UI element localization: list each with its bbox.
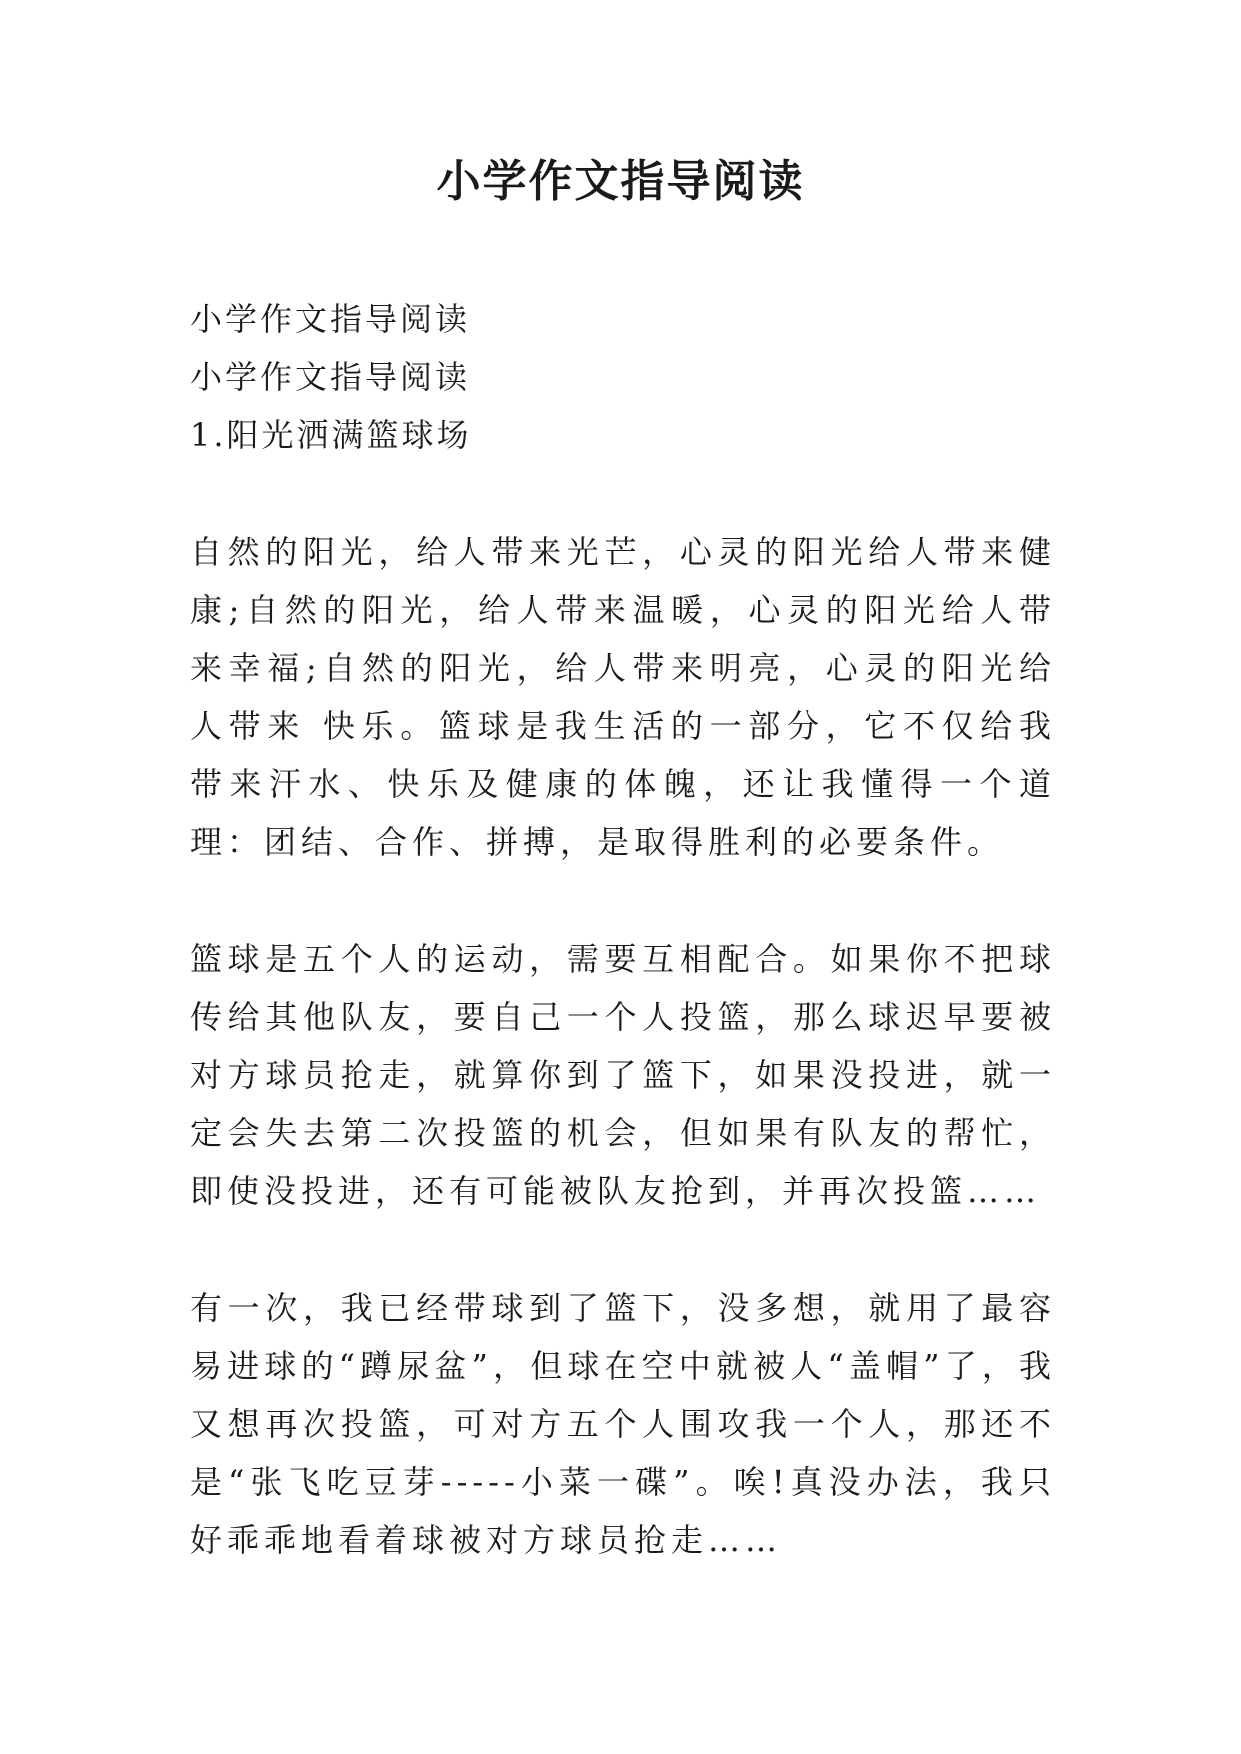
body-paragraph: 篮球是五个人的运动，需要互相配合。如果你不把球传给其他队友，要自己一个人投篮，那么球迟早要被对方球员抢走，就算你到了篮下，如果没投进，就一定会失去第二次投篮的机会，但如果有队友的帮忙，即使没投进，还有可能被队友抢到，并再次投篮……	[190, 940, 1056, 1210]
document-title: 小学作文指导阅读	[436, 156, 805, 207]
body-paragraph: 自然的阳光，给人带来光芒，心灵的阳光给人带来健康;自然的阳光，给人带来温暖，心灵的阳光给人带来幸福;自然的阳光，给人带来明亮，心灵的阳光给人带来 快乐。篮球是我生活的一部分，它不仅给我带来汗水、快乐及健康的体魄，还让我懂得一个道理：团结、合作、拼搏，是取得胜利的必要条件。	[190, 533, 1056, 861]
subtitle-line: 小学作文指导阅读	[190, 358, 471, 396]
header-lines	[190, 290, 1060, 464]
body-paragraph: 有一次，我已经带球到了篮下，没多想，就用了最容易进球的“蹲尿盆”，但球在空中就被人“盖帽”了，我又想再次投篮，可对方五个人围攻我一个人，那还不是“张飞吃豆芽-----小菜一碟”。唉!真没办法，我只好乖乖地看着球被对方球员抢走……	[190, 1289, 1056, 1559]
subtitle-line: 小学作文指导阅读	[190, 300, 471, 338]
section-heading: 1.阳光洒满篮球场	[190, 416, 472, 454]
